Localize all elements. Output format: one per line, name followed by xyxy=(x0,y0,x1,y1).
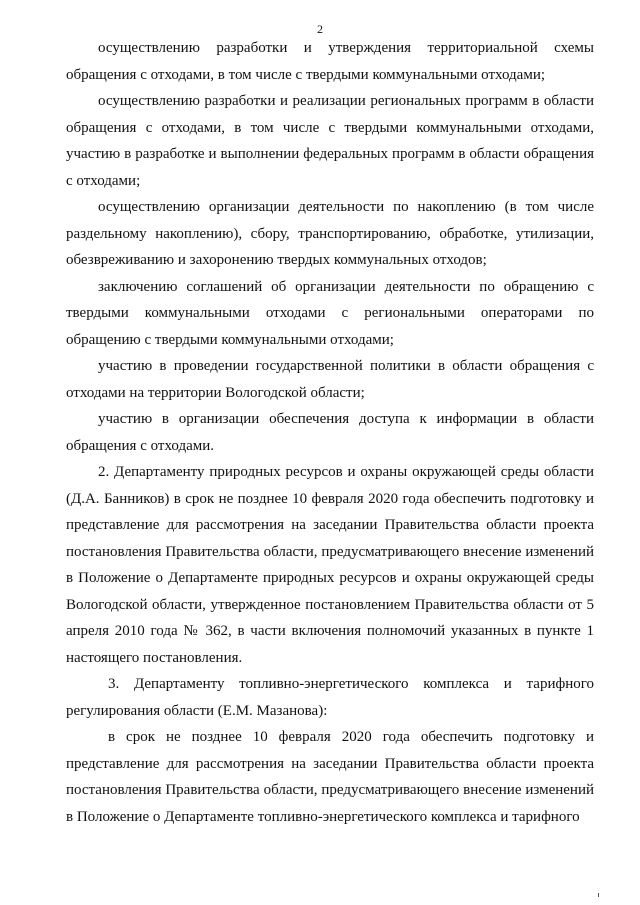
paragraph: участию в организации обеспечения доступа к информации в области обращения с отходами. xyxy=(66,411,594,454)
document-body xyxy=(66,35,594,830)
paragraph-item-2: 2. Департаменту природных ресурсов и охраны окружающей среды области (Д.А. Банников) в срок не позднее 10 февраля 2020 года обеспечить подготовку и представление для рассмотрения на заседании Правительства области проекта постановления Правительства области, предусматривающего внесение изменений в Положение о Департаменте природных ресурсов и охраны окружающей среды Вологодской области, утвержденное постановлением Правительства области от 5 апреля 2010 года № 362, в части включения полномочий указанных в пункте 1 настоящего постановления. xyxy=(66,464,594,666)
scan-mark xyxy=(598,893,599,897)
paragraph: заключению соглашений об организации деятельности по обращению с твердыми коммунальными отходами с региональными операторами по обращению с твердыми коммунальными отходами; xyxy=(66,278,594,348)
paragraph: участию в проведении государственной политики в области обращения с отходами на территории Вологодской области; xyxy=(66,358,594,401)
paragraph: осуществлению разработки и утверждения территориальной схемы обращения с отходами, в том числе с твердыми коммунальными отходами; xyxy=(66,40,594,83)
paragraph-item-3: 3. Департаменту топливно-энергетического комплекса и тарифного регулирования области (Е.М. Мазанова): xyxy=(66,676,594,719)
page-number: 2 xyxy=(317,22,323,36)
paragraph: осуществлению разработки и реализации региональных программ в области обращения с отходами, в том числе с твердыми коммунальными отходами, участию в разработке и выполнении федеральных программ в области обращения с отходами; xyxy=(66,93,594,189)
paragraph: осуществлению организации деятельности по накоплению (в том числе раздельному накоплению), сбору, транспортированию, обработке, утилизации, обезвреживанию и захоронению твердых коммунальных отходов; xyxy=(66,199,594,268)
paragraph: в срок не позднее 10 февраля 2020 года обеспечить подготовку и представление для рассмотрения на заседании Правительства области проекта постановления Правительства области, предусматривающего внесение изменений в Положение о Департаменте топливно-энергетического комплекса и тарифного xyxy=(66,729,594,825)
